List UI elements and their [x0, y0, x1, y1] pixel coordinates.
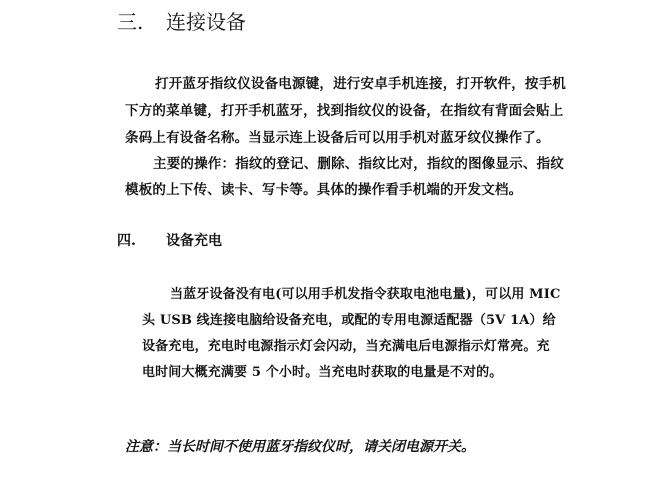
- power-off-note: 注意：当长时间不使用蓝牙指纹仪时，请关闭电源开关。: [125, 439, 475, 455]
- section-3-para1-line1: 打开蓝牙指纹仪设备电源键，进行安卓手机连接，打开软件，按手机: [155, 76, 566, 92]
- section-3-number: 三.: [117, 10, 144, 34]
- section-4-number: 四.: [117, 233, 136, 249]
- section-4-title: 设备充电: [166, 233, 222, 249]
- section-4-para-line4: 电时间大概充满要 5 个小时。当充电时获取的电量是不对的。: [142, 365, 503, 380]
- section-4-para-line1: 当蓝牙设备没有电(可以用手机发指令获取电池电量)，可以用 MIC: [170, 287, 561, 302]
- section-3-para2-line1: 主要的操作：指纹的登记、删除、指纹比对，指纹的图像显示、指纹: [153, 156, 564, 172]
- section-3-para1-line3: 条码上有设备名称。当显示连上设备后可以用手机对蓝牙纹仪操作了。: [125, 130, 550, 146]
- section-3-para2-line2: 模板的上下传、读卡、写卡等。具体的操作看手机端的开发文档。: [125, 182, 523, 198]
- section-3-title: 连接设备: [166, 10, 246, 34]
- section-4-para-line3: 设备充电，充电时电源指示灯会闪动，当充满电后电源指示灯常亮。充: [142, 339, 550, 354]
- section-4-para-line2: 头 USB 线连接电脑给设备充电，或配的专用电源适配器（5V 1A）给: [142, 313, 556, 328]
- section-3-para1-line2: 下方的菜单键，打开手机蓝牙，找到指纹仪的设备，在指纹有背面会贴上: [125, 103, 564, 119]
